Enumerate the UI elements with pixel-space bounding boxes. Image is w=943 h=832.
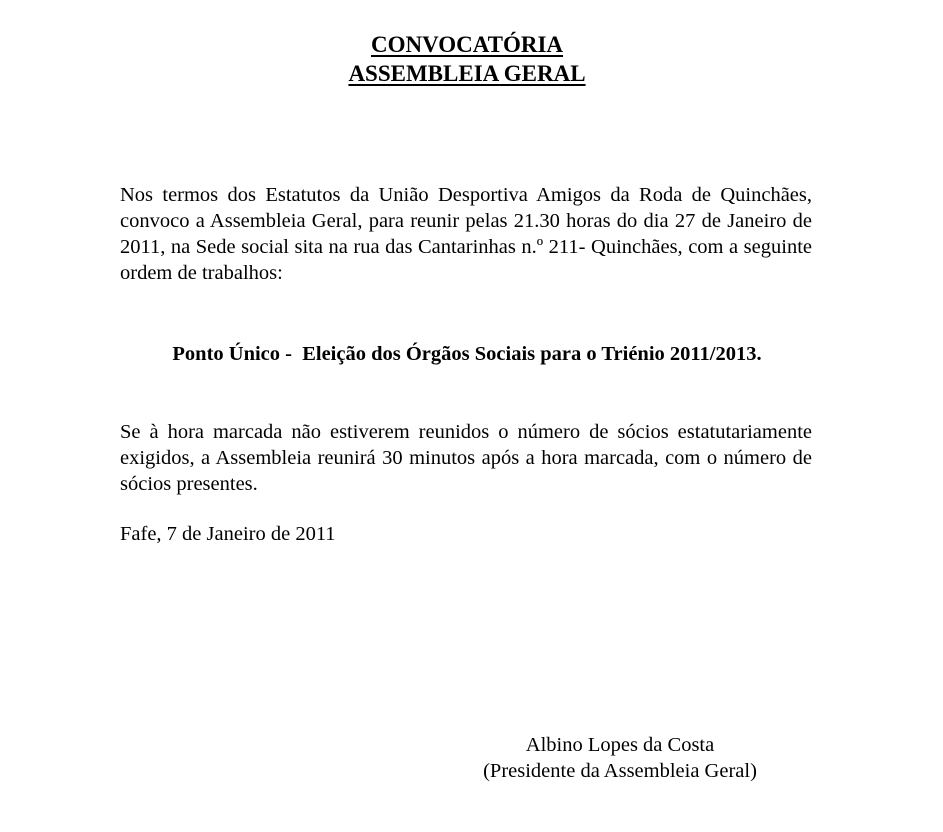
quorum-paragraph: Se à hora marcada não estiverem reunidos o número de sócios estatutariamente exigidos, a Assembleia reunirá 30 minutos após a hora marcada, com o número de sócios presentes. [120, 421, 812, 495]
title-line-1 [0, 30, 934, 59]
signatory-name: Albino Lopes da Costa [525, 734, 715, 756]
document-title [0, 30, 934, 88]
title-convocatoria: CONVOCATÓRIA [370, 32, 564, 57]
agenda-item-label: Ponto Único - [172, 343, 292, 365]
signatory-role: (Presidente da Assembleia Geral) [483, 760, 757, 782]
signature-block [440, 732, 800, 784]
title-assembleia-geral: ASSEMBLEIA GERAL [348, 61, 586, 86]
agenda-item-text: Eleição dos Órgãos Sociais para o Triénio 2011/2013. [302, 343, 762, 365]
date-line: Fafe, 7 de Janeiro de 2011 [120, 523, 336, 545]
agenda-item [0, 341, 934, 367]
intro-paragraph: Nos termos dos Estatutos da União Desportiva Amigos da Roda de Quinchães, convoco a Assembleia Geral, para reunir pelas 21.30 horas do dia 27 de Janeiro de 2011, na Sede social sita na rua das Cantarinhas n.º 211- Quinchães, com a seguinte ordem de trabalhos: [120, 184, 812, 284]
title-line-2 [0, 59, 934, 88]
